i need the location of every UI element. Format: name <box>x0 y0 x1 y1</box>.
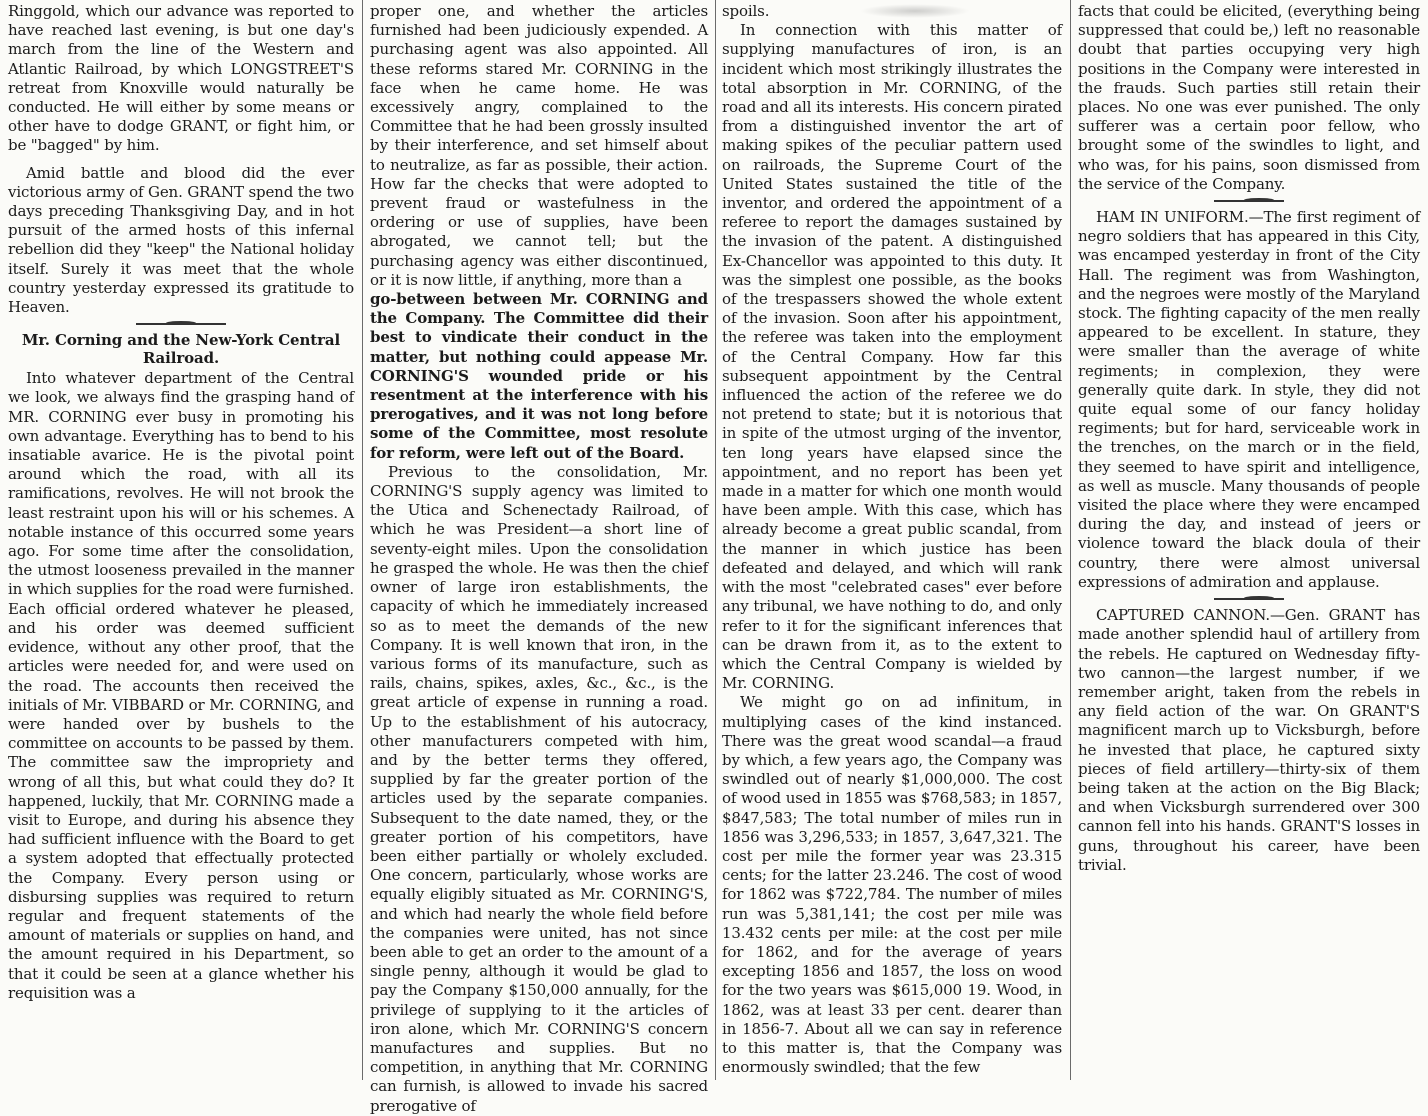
paragraph-wood-scandal: We might go on ad infinitum, in multiplying cases of the kind instanced. There was the great wood scandal—a fraud by which, a few years ago, the Company was swindled out of nearly $1,000,000. The cost of wood used in 1855 was $768,583; in 1857, $847,583; The total number of miles run in 1856 was 3,296,533; in 1857, 3,647,321. The cost per mile the former year was 23.315 cents; for the latter 23.246. The cost of wood for 1862 was $722,784. The number of miles run was 5,381,141; the cost per mile was 13.432 cents per mile: at the cost per mile for 1862, and for the average of years excepting 1856 and 1857, the loss on wood for the two years was $615,000 19. Wood, in 1862, was at least 33 per cent. dearer than in 1856-7. About all we can say in reference to this matter is, that the Company was enormously swindled; that the few <box>722 693 1062 1077</box>
section-separator <box>1214 200 1284 202</box>
item-lead: HAM IN UNIFORM. <box>1096 208 1249 227</box>
paragraph-frauds: facts that could be elicited, (everything being suppressed that could be,) left no reasonable doubt that parties occupying very high positions in the Company were interested in the frauds. Such parties still retain their places. No one was ever punished. The only sufferer was a certain poor fellow, who brought some of the swindles to light, and who was, for his pains, soon dismissed from the service of the Company. <box>1078 2 1420 193</box>
column-2 <box>368 2 710 1115</box>
paragraph-captured-cannon <box>1078 606 1420 875</box>
section-separator <box>1214 598 1284 600</box>
paragraph-spoils: spoils. <box>722 2 770 20</box>
paragraph-ham-in-uniform <box>1078 208 1420 592</box>
paragraph-ringgold: Ringgold, which our advance was reported to have reached last evening, is but one day's march from the line of the Western and Atlantic Railroad, by which LONGSTREET'S retreat from Knoxville would naturally be conducted. He will either by some means or other have to dodge GRANT, or fight him, or be "bagged" by him. <box>8 2 354 155</box>
paragraph-corning-intro: Into whatever department of the Central we look, we always find the grasping hand of MR. CORNING ever busy in promoting his own advantage. Everything has to bend to his insatiable avarice. He is the pivotal point around which the road, with all its ramifications, revolves. He will not brook the least restraint upon his will or his schemes. A notable instance of this occurred some years ago. For some time after the consolidation, the utmost looseness prevailed in the manner in which supplies for the road were furnished. Each official ordered whatever he pleased, and his order was deemed sufficient evidence, without any other proof, that the articles were needed for, and were used on the road. The accounts then received the initials of Mr. VIBBARD or Mr. CORNING, and were handed over by bushels to the committee on accounts to be passed by them. The committee saw the impropriety and wrong of all this, but what could they do? It happened, luckily, that Mr. CORNING made a visit to Europe, and during his absence they had sufficient influence with the Board to get a system adopted that effectually protected the Company. Every person using or disbursing supplies was required to return regular and frequent statements of the amount of materials or supplies on hand, and the amount required in his Department, so that it could be seen at a glance whether his requisition was a <box>8 369 354 1002</box>
section-separator <box>136 323 226 325</box>
paragraph-iron-incident: In connection with this matter of supplying manufactures of iron, is an incident which most strikingly illustrates the total absorption in Mr. CORNING, of the road and all its interests. His concern pirated from a distinguished inventor the art of making spikes of the peculiar pattern used on railroads, the Supreme Court of the United States sustained the title of the inventor, and ordered the appointment of a referee to report the damages sustained by the invasion of the patent. A distinguished Ex-Chancellor was appointed to this duty. It was the simplest one possible, as the books of the trespassers showed the whole extent of the invasion. Soon after his appointment, the referee was taken into the employment of the Central Company. How far this subsequent appointment by the Central influenced the action of the referee we do not pretend to state; but it is notorious that in spite of the utmost urging of the inventor, ten long years have elapsed since the appointment, and no report has been yet made in a matter for which one month would have been ample. With this case, which has already become a great public scandal, from the manner in which justice has been defeated and delayed, and which will rank with the most "celebrated cases" ever before any tribunal, we have nothing to do, and only refer to it for the significant inferences that can be drawn from it, as to the extent to which the Central Company is wielded by Mr. CORNING. <box>722 21 1062 693</box>
paragraph-reforms-bold: go-between between Mr. CORNING and the Company. The Committee did their best to vindicate their conduct in the matter, but nothing could appease Mr. CORNING'S wounded pride or his resentment at the interference with his prerogatives, and it was not long before some of the Committee, most resolute for reform, were left out of the Board. <box>370 290 708 462</box>
article-heading: Mr. Corning and the New-York Central Railroad. <box>21 331 341 368</box>
paragraph-consolidation: Previous to the consolidation, Mr. CORNING'S supply agency was limited to the Utica and Schenectady Railroad, of which he was President—a short line of seventy-eight miles. Upon the consolidation he grasped the whole. He was then the chief owner of large iron establishments, the capacity of which he immediately increased so as to meet the demands of the new Company. It is well known that iron, in the various forms of its manufacture, such as rails, chains, spikes, axles, &c., &c., is the great article of expense in running a road. Up to the establishment of his autocracy, other manufacturers competed with him, and by the better terms they offered, supplied by far the greater portion of the articles used by the separate companies. Subsequent to the date named, they, or the greater portion of his competitors, have been either partially or wholely excluded. One concern, particularly, whose works are equally eligibly situated as Mr. CORNING'S, and which had nearly the whole field before the companies were united, has not since been able to get an order to the amount of a single penny, although it would be glad to pay the Company $150,000 annually, for the privilege of supplying to it the articles of iron alone, which Mr. CORNING'S concern manufactures and supplies. But no competition, in anything that Mr. CORNING can furnish, is allowed to invade his sacred prerogative of <box>370 462 708 1115</box>
column-rule <box>1070 0 1071 1080</box>
item-body: —Gen. GRANT has made another splendid haul of artillery from the rebels. He captured on Wednesday fifty-two cannon—the largest number, if we remember aright, taken from the rebels in any field action of the war. On GRANT'S magnificent march up to Vicksburgh, before he invested that place, he captured sixty pieces of field artillery—thirty-six of them being taken at the action on the Big Black; and when Vicksburgh surrendered over 300 cannon fell into his hands. GRANT'S losses in guns, throughout his career, have been trivial. <box>1078 606 1420 874</box>
column-rule <box>715 0 716 1080</box>
column-1 <box>6 2 356 1078</box>
paragraph-reforms: proper one, and whether the articles furnished had been judiciously expended. A purchasing agent was also appointed. All these reforms stared Mr. CORNING in the face when he came home. He was excessively angry, complained to the Committee that he had been grossly insulted by their interference, and set himself about to neutralize, as far as possible, their action. How far the checks that were adopted to prevent fraud or wastefulness in the ordering or use of supplies, have been abrogated, we cannot tell; but the purchasing agency was either discontinued, or it is now little, if anything, more than a <box>370 2 708 289</box>
column-rule <box>362 0 363 1080</box>
column-3 <box>720 2 1064 1078</box>
item-body: —The first regiment of negro soldiers that has appeared in this City, was encamped yesterday in front of the City Hall. The regiment was from Washington, and the negroes were mostly of the Maryland stock. The fighting capacity of the men really appeared to be excellent. In stature, they were smaller than the average of white regiments; in complexion, they were generally quite dark. In style, they did not quite equal some of our fancy holiday regiments; but for hard, serviceable work in the trenches, on the march or in the field, they seemed to have spirit and intelligence, as well as muscle. Many thousands of people visited the place where they were encamped during the day, and instead of jeers or violence toward the black doula of their country, there were almost universal expressions of admiration and applause. <box>1078 208 1420 591</box>
item-lead: CAPTURED CANNON. <box>1096 606 1270 625</box>
paragraph-thanksgiving: Amid battle and blood did the ever victorious army of Gen. GRANT spend the two days preceding Thanksgiving Day, and in hot pursuit of the armed hosts of this infernal rebellion did they "keep" the National holiday itself. Surely it was meet that the whole country yesterday expressed its gratitude to Heaven. <box>8 163 354 317</box>
column-4 <box>1076 2 1422 1078</box>
